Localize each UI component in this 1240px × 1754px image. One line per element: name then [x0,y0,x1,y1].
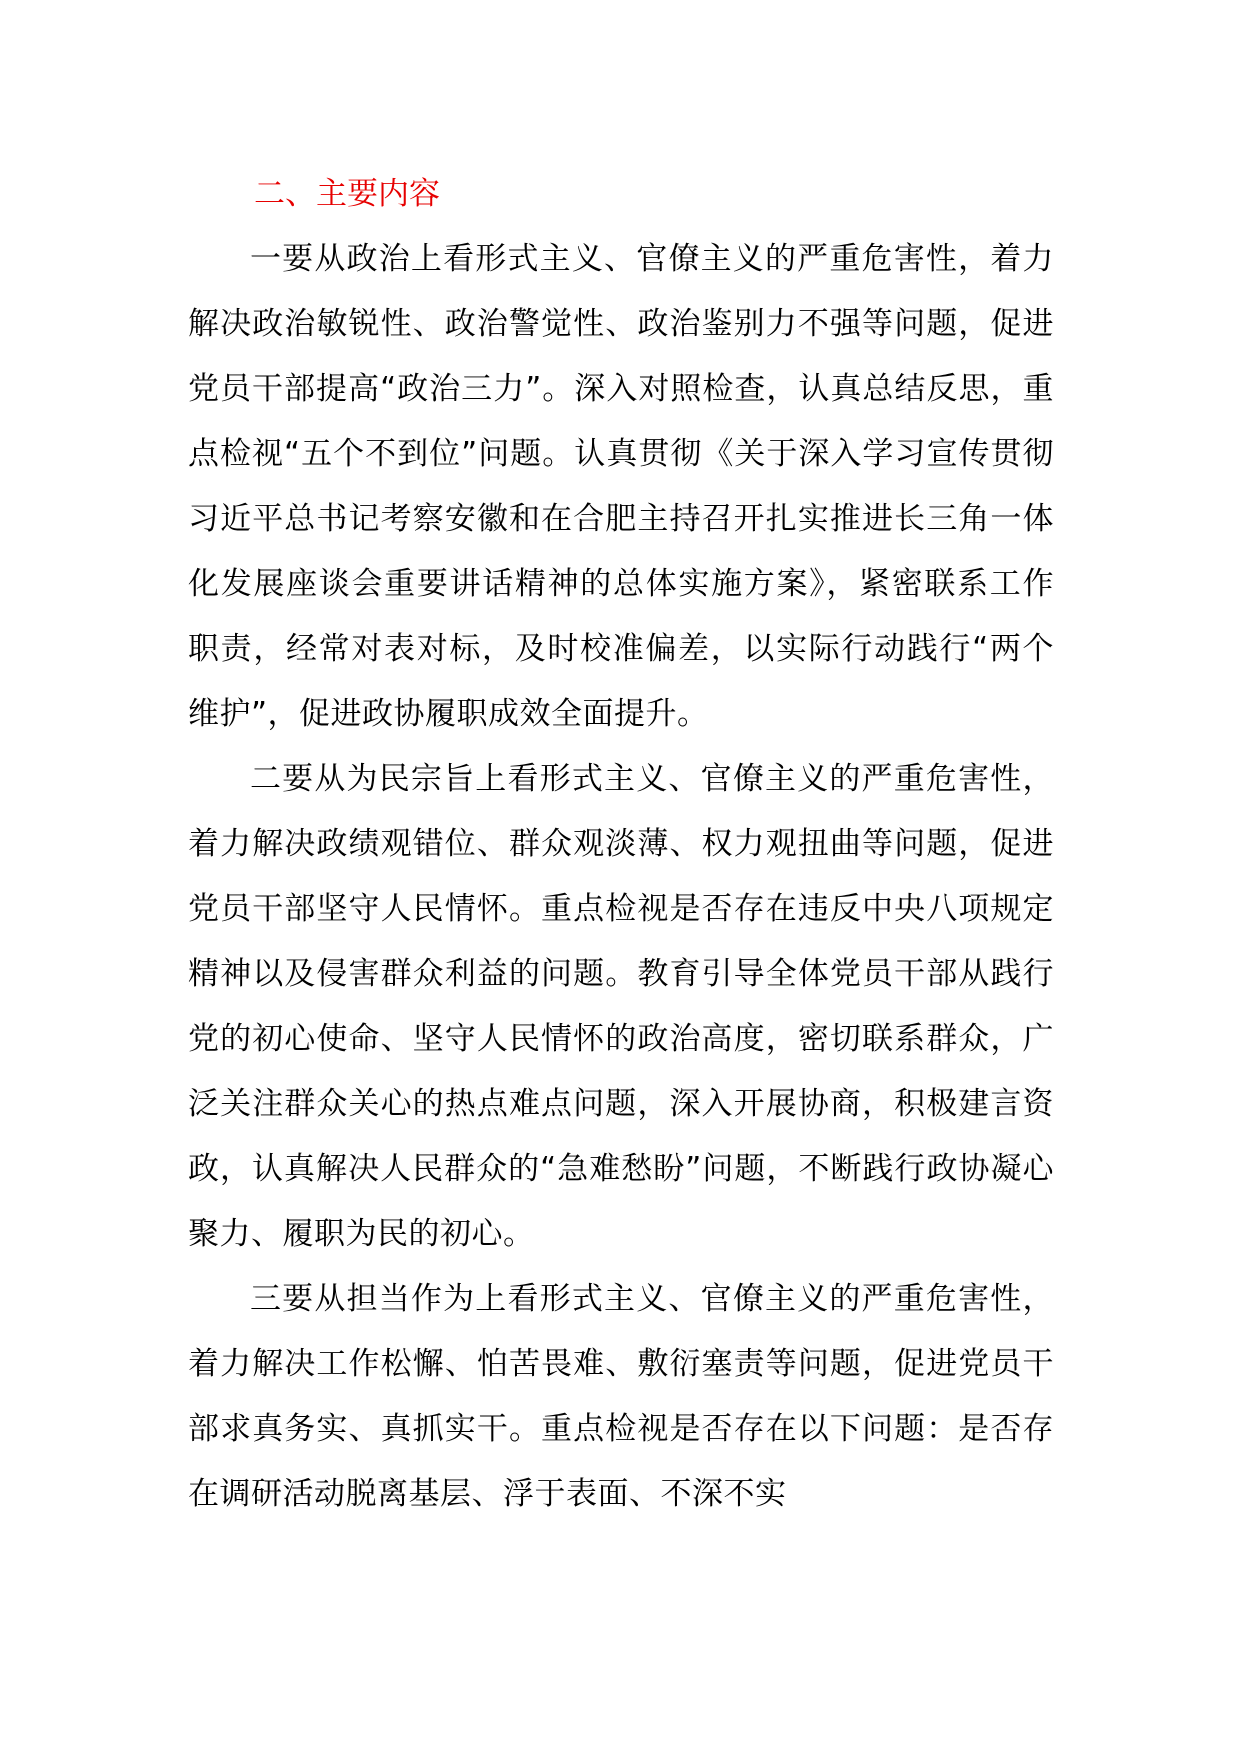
section-heading: 二、主要内容 [254,176,440,212]
paragraph-3: 三要从担当作为上看形式主义、官僚主义的严重危害性，着力解决工作松懈、怕苦畏难、敷衍塞责等问题，促进党员干部求真务实、真抓实干。重点检视是否存在以下问题：是否存在调研活动脱离基层、浮于表面、不深不实 [188,1281,1054,1512]
paragraph-1: 一要从政治上看形式主义、官僚主义的严重危害性，着力解决政治敏锐性、政治警觉性、政治鉴别力不强等问题，促进党员干部提高“政治三力”。深入对照检查，认真总结反思，重点检视“五个不到位”问题。认真贯彻《关于深入学习宣传贯彻习近平总书记考察安徽和在合肥主持召开扎实推进长三角一体化发展座谈会重要讲话精神的总体实施方案》，紧密联系工作职责，经常对表对标，及时校准偏差，以实际行动践行“两个维护”，促进政协履职成效全面提升。 [188,241,1054,732]
paragraph-2: 二要从为民宗旨上看形式主义、官僚主义的严重危害性，着力解决政绩观错位、群众观淡薄、权力观扭曲等问题，促进党员干部坚守人民情怀。重点检视是否存在违反中央八项规定精神以及侵害群众利益的问题。教育引导全体党员干部从践行党的初心使命、坚守人民情怀的政治高度，密切联系群众，广泛关注群众关心的热点难点问题，深入开展协商，积极建言资政，认真解决人民群众的“急难愁盼”问题，不断践行政协凝心聚力、履职为民的初心。 [188,761,1054,1252]
document-page [188,162,1054,1527]
